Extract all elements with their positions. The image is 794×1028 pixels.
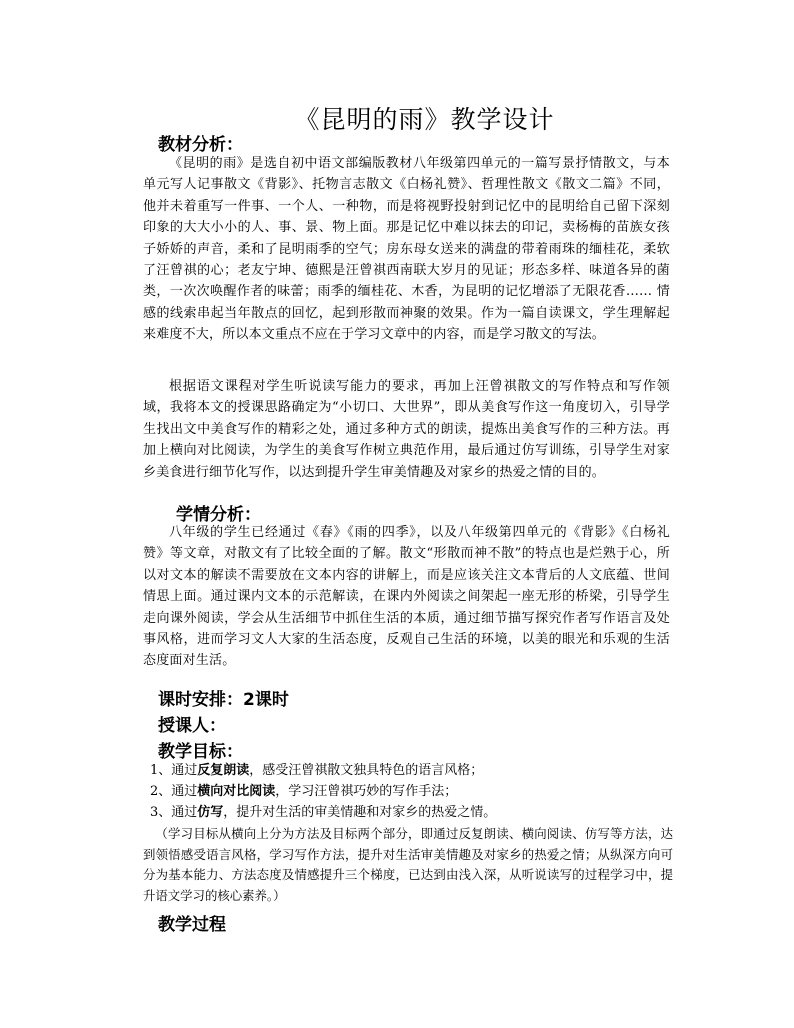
heading-teaching-process: 教学过程 xyxy=(158,915,226,935)
title-text: 《昆明的雨》教学设计 xyxy=(294,105,555,134)
goal-1-suffix: ，感受汪曾祺散文独具特色的语言风格； xyxy=(249,763,484,778)
textbook-analysis-paragraph-2: 根据语文课程对学生听说读写能力的要求，再加上汪曾祺散文的写作特点和写作领域，我将本文的授课思路确定为“小切口、大世界”，即从美食写作这一角度切入，引导学生找出文中美食写作的精彩之处，通过多种方式的朗读，提炼出美食写作的三种方法。再加上横向对比阅读，为学生的美食写作树立典范作用，最后通过仿写训练，引导学生对家乡美食进行细节化写作，以达到提升学生审美情趣及对家乡的热爱之情的目的。 xyxy=(143,379,670,480)
goal-item-1 xyxy=(150,760,690,781)
goal-2-suffix: ，学习汪曾祺巧妙的写作手法； xyxy=(275,784,458,799)
goal-3-suffix: ，提升对生活的审美情趣和对家乡的热爱之情。 xyxy=(223,805,497,820)
teacher-line: 授课人： xyxy=(158,716,226,736)
goal-item-3 xyxy=(150,802,690,823)
student-analysis-paragraph: 八年级的学生已经通过《春》《雨的四季》，以及八年级第四单元的《背影》《白杨礼赞》等文章，对散文有了比较全面的了解。散文“形散而神不散”的特点也是烂熟于心，所以对文本的解读不需要放在文本内容的讲解上，而是应该关注文本背后的人文底蕴、世间情思上面。通过课内文本的示范解读，在课内外阅读之间架起一座无形的桥梁，引导学生走向课外阅读，学会从生活细节中抓住生活的本质，通过细节描写探究作者写作语言及处事风格，进而学习文人大家的生活态度，反观自己生活的环境，以美的眼光和乐观的生活态度面对生活。 xyxy=(143,525,670,669)
heading-student-analysis: 学情分析： xyxy=(176,505,261,525)
goals-note: （学习目标从横向上分为方法及目标两个部分，即通过反复朗读、横向阅读、仿写等方法，达到领悟感受语言风格，学习写作方法，提升对生活审美情趣及对家乡的热爱之情；从纵深方向可分为基本能力、方法态度及情感提升三个梯度，已达到由浅入深，从听说读写的过程学习中，提升语文学习的核心素养。） xyxy=(143,826,673,903)
goal-item-2 xyxy=(150,781,690,802)
goal-1-keyword: 反复朗读 xyxy=(197,763,250,778)
schedule-line: 课时安排：2课时 xyxy=(158,690,289,710)
goal-1-prefix: 1、通过 xyxy=(150,763,198,778)
page-title xyxy=(0,100,794,136)
goal-2-prefix: 2、通过 xyxy=(150,784,198,799)
heading-teaching-goals: 教学目标： xyxy=(158,742,243,762)
heading-textbook-analysis: 教材分析： xyxy=(158,135,243,155)
goal-3-keyword: 仿写 xyxy=(197,805,224,820)
textbook-analysis-paragraph-1: 《昆明的雨》是选自初中语文部编版教材八年级第四单元的一篇写景抒情散文，与本单元写人记事散文《背影》、托物言志散文《白杨礼赞》、哲理性散文《散文二篇》不同，他并未着重写一件事、一个人、一种物，而是将视野投射到记忆中的昆明给自己留下深刻印象的大大小小的人、事、景、物上面。那是记忆中难以抹去的印记，卖杨梅的苗族女孩子娇娇的声音，柔和了昆明雨季的空气；房东母女送来的满盘的带着雨珠的缅桂花，柔软了汪曾祺的心；老友宁坤、德熙是汪曾祺西南联大岁月的见证；形态多样、味道各异的菌类，一次次唤醒作者的味蕾；雨季的缅桂花、木香，为昆明的记忆增添了无限花香…… 情感的线索串起当年散点的回忆，起到形散而神聚的效果。作为一篇自读课文，学生理解起来难度不大，所以本文重点不应在于学习文章中的内容，而是学习散文的写法。 xyxy=(143,156,670,343)
goal-2-keyword: 横向对比阅读 xyxy=(197,784,276,799)
goal-3-prefix: 3、通过 xyxy=(150,805,198,820)
